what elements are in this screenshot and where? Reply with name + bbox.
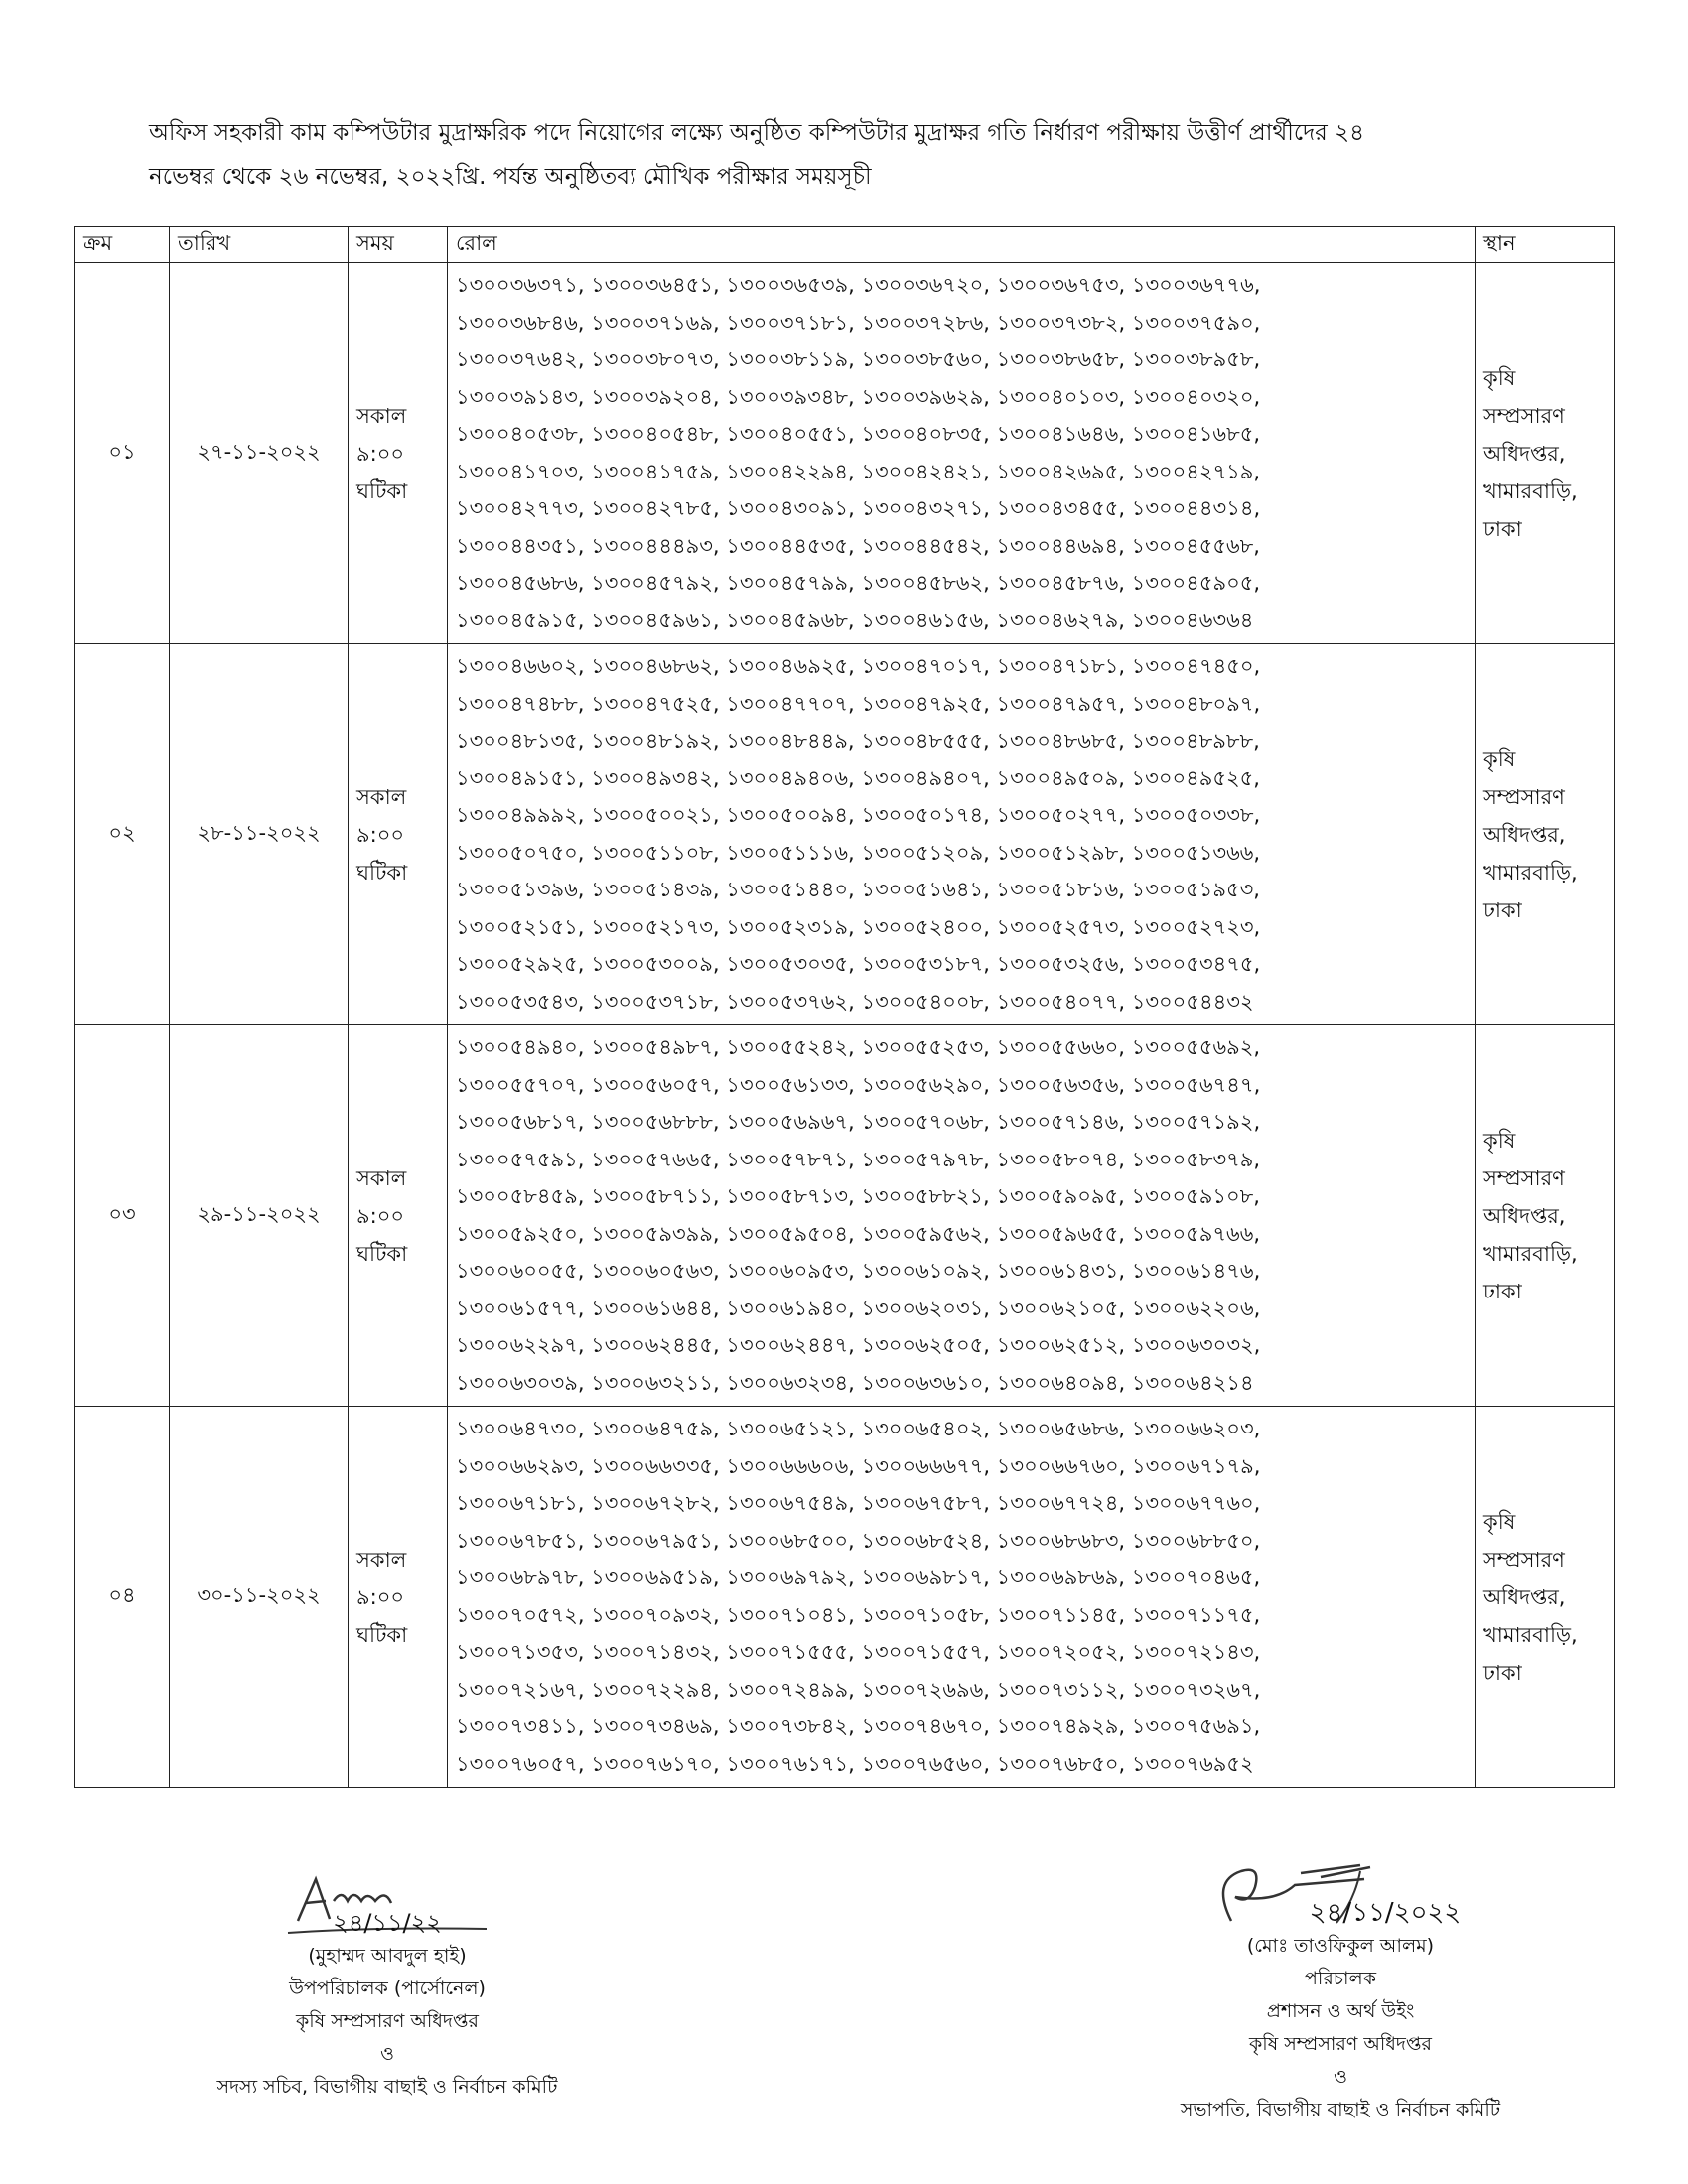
signatory-wing-right: প্রশাসন ও অর্থ উইং [1266,2000,1415,2022]
place-line: ঢাকা [1483,516,1522,541]
time-line: ৯:০০ [356,1203,405,1228]
roll-line: ১৩০০৪১৭০৩, ১৩০০৪১৭৫৯, ১৩০০৪২২৯৪, ১৩০০৪২৪২১, ১৩০০৪২৬৯৫, ১৩০০৪২৭১৯, [456,459,1261,483]
signatory-name-right: (মোঃ তাওফিকুল আলম) [1246,1935,1435,1957]
place-line: কৃষি [1483,1509,1516,1534]
signature-date-right: ২৪/১১/২০২২ [1309,1898,1462,1928]
time-cell [349,1025,448,1407]
serial-cell: ০২ [75,644,170,1025]
roll-line: ১৩০০৫৮৪৫৯, ১৩০০৫৮৭১১, ১৩০০৫৮৭১৩, ১৩০০৫৮৮২১, ১৩০০৫৯০৯৫, ১৩০০৫৯১০৮, [456,1184,1260,1208]
place-line: খামারবাড়ি, [1483,1622,1578,1647]
roll-line: ১৩০০৭৩৪১১, ১৩০০৭৩৪৬৯, ১৩০০৭৩৮৪২, ১৩০০৭৪৬৭০, ১৩০০৭৪৯২৯, ১৩০০৭৫৬৯১, [456,1714,1261,1738]
table-body [75,263,1615,1788]
signature-date-left: ২৪/১১/২২ [333,1909,442,1937]
place-line: অধিদপ্তর, [1483,1203,1566,1228]
serial-cell: ০১ [75,263,170,644]
date-cell: ২৮-১১-২০২২ [170,644,349,1025]
roll-line: ১৩০০৪৯৯৯২, ১৩০০৫০০২১, ১৩০০৫০০৯৪, ১৩০০৫০১৭৪, ১৩০০৫০২৭৭, ১৩০০৫০৩৩৮, [456,803,1261,827]
roll-line: ১৩০০৪৪৩৫১, ১৩০০৪৪৪৯৩, ১৩০০৪৪৫৩৫, ১৩০০৪৪৫৪২, ১৩০০৪৪৬৯৪, ১৩০০৪৫৫৬৮, [456,533,1260,558]
roll-line: ১৩০০৪৫৯১৫, ১৩০০৪৫৯৬১, ১৩০০৪৫৯৬৮, ১৩০০৪৬১৫৬, ১৩০০৪৬২৭৯, ১৩০০৪৬৩৬৪ [456,608,1254,632]
conjunction-left: ও [380,2043,394,2065]
place-line: ঢাকা [1483,1660,1522,1685]
time-cell [349,644,448,1025]
place-line: কৃষি [1483,1128,1516,1153]
roll-line: ১৩০০৫৯২৫০, ১৩০০৫৯৩৯৯, ১৩০০৫৯৫০৪, ১৩০০৫৯৫৬২, ১৩০০৫৯৬৫৫, ১৩০০৫৯৭৬৬, [456,1221,1261,1246]
header-serial: ক্রম [75,227,170,263]
roll-line: ১৩০০৪০৫৩৮, ১৩০০৪০৫৪৮, ১৩০০৪০৫৫১, ১৩০০৪০৮৩৫, ১৩০০৪১৬৪৬, ১৩০০৪১৬৮৫, [456,422,1261,446]
header-time: সময় [349,227,448,263]
roll-line: ১৩০০৪৬৬০২, ১৩০০৪৬৮৬২, ১৩০০৪৬৯২৫, ১৩০০৪৭০১৭, ১৩০০৪৭১৮১, ১৩০০৪৭৪৫০, [456,654,1261,678]
document-heading [149,111,1539,199]
place-cell [1476,644,1615,1025]
time-line: সকাল [356,1165,407,1190]
roll-line: ১৩০০৫৭৫৯১, ১৩০০৫৭৬৬৫, ১৩০০৫৭৮৭১, ১৩০০৫৭৯৭৮, ১৩০০৫৮০৭৪, ১৩০০৫৮৩৭৯, [456,1147,1261,1171]
time-line: ঘটিকা [356,1622,408,1647]
roll-line: ১৩০০৩৬৮৪৬, ১৩০০৩৭১৬৯, ১৩০০৩৭১৮১, ১৩০০৩৭২৮৬, ১৩০০৩৭৩৮২, ১৩০০৩৭৫৯০, [456,310,1261,335]
time-line: সকাল [356,1547,407,1571]
time-cell [349,263,448,644]
roll-line: ১৩০০৪৯১৫১, ১৩০০৪৯৩৪২, ১৩০০৪৯৪০৬, ১৩০০৪৯৪০৭, ১৩০০৪৯৫০৯, ১৩০০৪৯৫২৫, [456,765,1260,790]
date-cell: ৩০-১১-২০২২ [170,1407,349,1788]
roll-line: ১৩০০৫৫৭০৭, ১৩০০৫৬০৫৭, ১৩০০৫৬১৩৩, ১৩০০৫৬২৯০, ১৩০০৫৬৩৫৬, ১৩০০৫৬৭৪৭, [456,1072,1261,1097]
place-line: ঢাকা [1483,897,1522,922]
time-line: সকাল [356,784,407,809]
roll-line: ১৩০০৫১৩৯৬, ১৩০০৫১৪৩৯, ১৩০০৫১৪৪০, ১৩০০৫১৬৪১, ১৩০০৫১৮১৬, ১৩০০৫১৯৫৩, [456,878,1260,901]
place-line: সম্প্রসারণ [1483,1547,1565,1571]
place-line: খামারবাড়ি, [1483,1241,1578,1266]
heading-line-1: অফিস সহকারী কাম কম্পিউটার মুদ্রাক্ষরিক পদে নিয়োগের লক্ষ্যে অনুষ্ঠিত কম্পিউটার মুদ্রাক্ষর গতি নির্ধারণ পরীক্ষায় উত্তীর্ণ প্রার্থীদের ২৪ [149,120,1365,146]
serial-cell: ০৩ [75,1025,170,1407]
signature-block-right [1102,1851,1579,2126]
roll-line: ১৩০০৪২৭৭৩, ১৩০০৪২৭৮৫, ১৩০০৪৩০৯১, ১৩০০৪৩২৭১, ১৩০০৪৩৪৫৫, ১৩০০৪৪৩১৪, [456,496,1261,520]
time-line: সকাল [356,403,407,428]
place-line: সম্প্রসারণ [1483,784,1565,809]
time-line: ৯:০০ [356,1584,405,1609]
place-line: কৃষি [1483,747,1516,771]
roll-line: ১৩০০৫২১৫১, ১৩০০৫২১৭৩, ১৩০০৫২৩১৯, ১৩০০৫২৪০০, ১৩০০৫২৫৭৩, ১৩০০৫২৭২৩, [456,914,1261,939]
roll-line: ১৩০০৬৩০৩৯, ১৩০০৬৩২১১, ১৩০০৬৩২৩৪, ১৩০০৬৩৬১০, ১৩০০৬৪০৯৪, ১৩০০৬৪২১৪ [456,1370,1254,1395]
place-line: ঢাকা [1483,1279,1522,1303]
time-line: ৯:০০ [356,441,405,466]
roll-line: ১৩০০৬১৫৭৭, ১৩০০৬১৬৪৪, ১৩০০৬১৯৪০, ১৩০০৬২০৩১, ১৩০০৬২১০৫, ১৩০০৬২২০৬, [456,1296,1261,1320]
roll-line: ১৩০০৭০৫৭২, ১৩০০৭০৯৩২, ১৩০০৭১০৪১, ১৩০০৭১০৫৮, ১৩০০৭১১৪৫, ১৩০০৭১১৭৫, [456,1602,1261,1627]
heading-line-2: নভেম্বর থেকে ২৬ নভেম্বর, ২০২২খ্রি. পর্যন্ত অনুষ্ঠিতব্য মৌখিক পরীক্ষার সময়সূচী [149,164,872,190]
date-cell: ২৭-১১-২০২২ [170,263,349,644]
place-line: অধিদপ্তর, [1483,822,1566,847]
roll-line: ১৩০০৭২১৬৭, ১৩০০৭২২৯৪, ১৩০০৭২৪৯৯, ১৩০০৭২৬৯৬, ১৩০০৭৩১১২, ১৩০০৭৩২৬৭, [456,1677,1261,1702]
place-line: সম্প্রসারণ [1483,403,1565,428]
committee-role-left: সদস্য সচিব, বিভাগীয় বাছাই ও নির্বাচন কমিটি [216,2076,558,2098]
roll-line: ১৩০০৬২২৯৭, ১৩০০৬২৪৪৫, ১৩০০৬২৪৪৭, ১৩০০৬২৫০৫, ১৩০০৬২৫১২, ১৩০০৬৩০৩২, [456,1333,1261,1357]
signatory-office-right: কৃষি সম্প্রসারণ অধিদপ্তর [1249,2033,1432,2055]
roll-line: ১৩০০৭৬০৫৭, ১৩০০৭৬১৭০, ১৩০০৭৬১৭১, ১৩০০৭৬৫৬০, ১৩০০৭৬৮৫০, ১৩০০৭৬৯৫২ [456,1751,1254,1776]
date-cell: ২৯-১১-২০২২ [170,1025,349,1407]
roll-line: ১৩০০৩৭৬৪২, ১৩০০৩৮০৭৩, ১৩০০৩৮১১৯, ১৩০০৩৮৫৬০, ১৩০০৩৮৬৫৮, ১৩০০৩৮৯৫৮, [456,347,1261,371]
table-row [75,263,1615,644]
place-line: খামারবাড়ি, [1483,478,1578,503]
roll-line: ১৩০০৬৪৭৩০, ১৩০০৬৪৭৫৯, ১৩০০৬৫১২১, ১৩০০৬৫৪০২, ১৩০০৬৫৬৮৬, ১৩০০৬৬২০৩, [456,1417,1261,1440]
place-line: কৃষি [1483,365,1516,390]
committee-role-right: সভাপতি, বিভাগীয় বাছাই ও নির্বাচন কমিটি [1180,2099,1501,2120]
roll-line: ১৩০০৫০৭৫০, ১৩০০৫১১০৮, ১৩০০৫১১১৬, ১৩০০৫১২০৯, ১৩০০৫১২৯৮, ১৩০০৫১৩৬৬, [456,840,1261,865]
place-cell [1476,1025,1615,1407]
place-cell [1476,1407,1615,1788]
table-header-row [75,227,1615,263]
serial-cell: ০৪ [75,1407,170,1788]
table-row [75,644,1615,1025]
signatory-designation-left: উপপরিচালক (পার্সোনেল) [289,1978,486,1999]
roll-line: ১৩০০৪৫৬৮৬, ১৩০০৪৫৭৯২, ১৩০০৪৫৭৯৯, ১৩০০৪৫৮৬২, ১৩০০৪৫৮৭৬, ১৩০০৪৫৯০৫, [456,571,1261,595]
roll-line: ১৩০০৫৬৮১৭, ১৩০০৫৬৮৮৮, ১৩০০৫৬৯৬৭, ১৩০০৫৭০৬৮, ১৩০০৫৭১৪৬, ১৩০০৫৭১৯২, [456,1110,1261,1134]
roll-line: ১৩০০৬৭৮৫১, ১৩০০৬৭৯৫১, ১৩০০৬৮৫০০, ১৩০০৬৮৫২৪, ১৩০০৬৮৬৮৩, ১৩০০৬৮৮৫০, [456,1528,1261,1553]
roll-line: ১৩০০৫৩৫৪৩, ১৩০০৫৩৭১৮, ১৩০০৫৩৭৬২, ১৩০০৫৪০০৮, ১৩০০৫৪০৭৭, ১৩০০৫৪৪৩২ [456,989,1254,1014]
place-line: খামারবাড়ি, [1483,860,1578,885]
time-line: ৯:০০ [356,822,405,847]
header-place: স্থান [1476,227,1615,263]
place-line: অধিদপ্তর, [1483,441,1566,466]
roll-line: ১৩০০৫২৯২৫, ১৩০০৫৩০০৯, ১৩০০৫৩০৩৫, ১৩০০৫৩১৮৭, ১৩০০৫৩২৫৬, ১৩০০৫৩৪৭৫, [456,952,1261,976]
roll-line: ১৩০০৬০০৫৫, ১৩০০৬০৫৬৩, ১৩০০৬০৯৫৩, ১৩০০৬১০৯২, ১৩০০৬১৪৩১, ১৩০০৬১৪৭৬, [456,1259,1261,1283]
time-line: ঘটিকা [356,1241,408,1266]
table-row [75,1407,1615,1788]
signatory-office-left: কৃষি সম্প্রসারণ অধিদপ্তর [296,2010,479,2032]
header-roll: রোল [448,227,1476,263]
roll-numbers-cell [448,263,1476,644]
roll-line: ১৩০০৫৪৯৪০, ১৩০০৫৪৯৮৭, ১৩০০৫৫২৪২, ১৩০০৫৫২৫৩, ১৩০০৫৫৬৬০, ১৩০০৫৫৬৯২, [456,1035,1261,1059]
table-row [75,1025,1615,1407]
signatory-name-left: (মুহাম্মদ আবদুল হাই) [308,1945,467,1967]
roll-line: ১৩০০৬৭১৮১, ১৩০০৬৭২৮২, ১৩০০৬৭৫৪৯, ১৩০০৬৭৫৮৭, ১৩০০৬৭৭২৪, ১৩০০৬৭৭৬০, [456,1491,1261,1515]
conjunction-right: ও [1334,2066,1347,2088]
signature-block-left [179,1861,596,2104]
place-line: সম্প্রসারণ [1483,1165,1565,1190]
roll-line: ১৩০০৬৬২৯৩, ১৩০০৬৬৩৩৫, ১৩০০৬৬৬০৬, ১৩০০৬৬৬৭৭, ১৩০০৬৬৭৬০, ১৩০০৬৭১৭৯, [456,1453,1261,1478]
time-cell [349,1407,448,1788]
place-line: অধিদপ্তর, [1483,1584,1566,1609]
roll-line: ১৩০০৬৮৯৭৮, ১৩০০৬৯৫১৯, ১৩০০৬৯৭৯২, ১৩০০৬৯৮১৭, ১৩০০৬৯৮৬৯, ১৩০০৭০৪৬৫, [456,1566,1261,1589]
roll-line: ১৩০০৩৬৩৭১, ১৩০০৩৬৪৫১, ১৩০০৩৬৫৩৯, ১৩০০৩৬৭২০, ১৩০০৩৬৭৫৩, ১৩০০৩৬৭৭৬, [456,273,1261,297]
viva-schedule-table [74,226,1615,1788]
roll-numbers-cell [448,644,1476,1025]
time-line: ঘটিকা [356,860,408,885]
signatory-designation-right: পরিচালক [1305,1968,1376,1989]
place-cell [1476,263,1615,644]
roll-line: ১৩০০৭১৩৫৩, ১৩০০৭১৪৩২, ১৩০০৭১৫৫৫, ১৩০০৭১৫৫৭, ১৩০০৭২০৫২, ১৩০০৭২১৪৩, [456,1640,1261,1664]
roll-line: ১৩০০৩৯১৪৩, ১৩০০৩৯২০৪, ১৩০০৩৯৩৪৮, ১৩০০৩৯৬২৯, ১৩০০৪০১০৩, ১৩০০৪০৩২০, [456,384,1261,409]
header-date: তারিখ [170,227,349,263]
roll-line: ১৩০০৪৭৪৮৮, ১৩০০৪৭৫২৫, ১৩০০৪৭৭০৭, ১৩০০৪৭৯২৫, ১৩০০৪৭৯৫৭, ১৩০০৪৮০৯৭, [456,691,1261,716]
time-line: ঘটিকা [356,478,408,503]
roll-numbers-cell [448,1407,1476,1788]
roll-line: ১৩০০৪৮১৩৫, ১৩০০৪৮১৯২, ১৩০০৪৮৪৪৯, ১৩০০৪৮৫৫৫, ১৩০০৪৮৬৮৫, ১৩০০৪৮৯৮৮, [456,729,1260,752]
roll-numbers-cell [448,1025,1476,1407]
